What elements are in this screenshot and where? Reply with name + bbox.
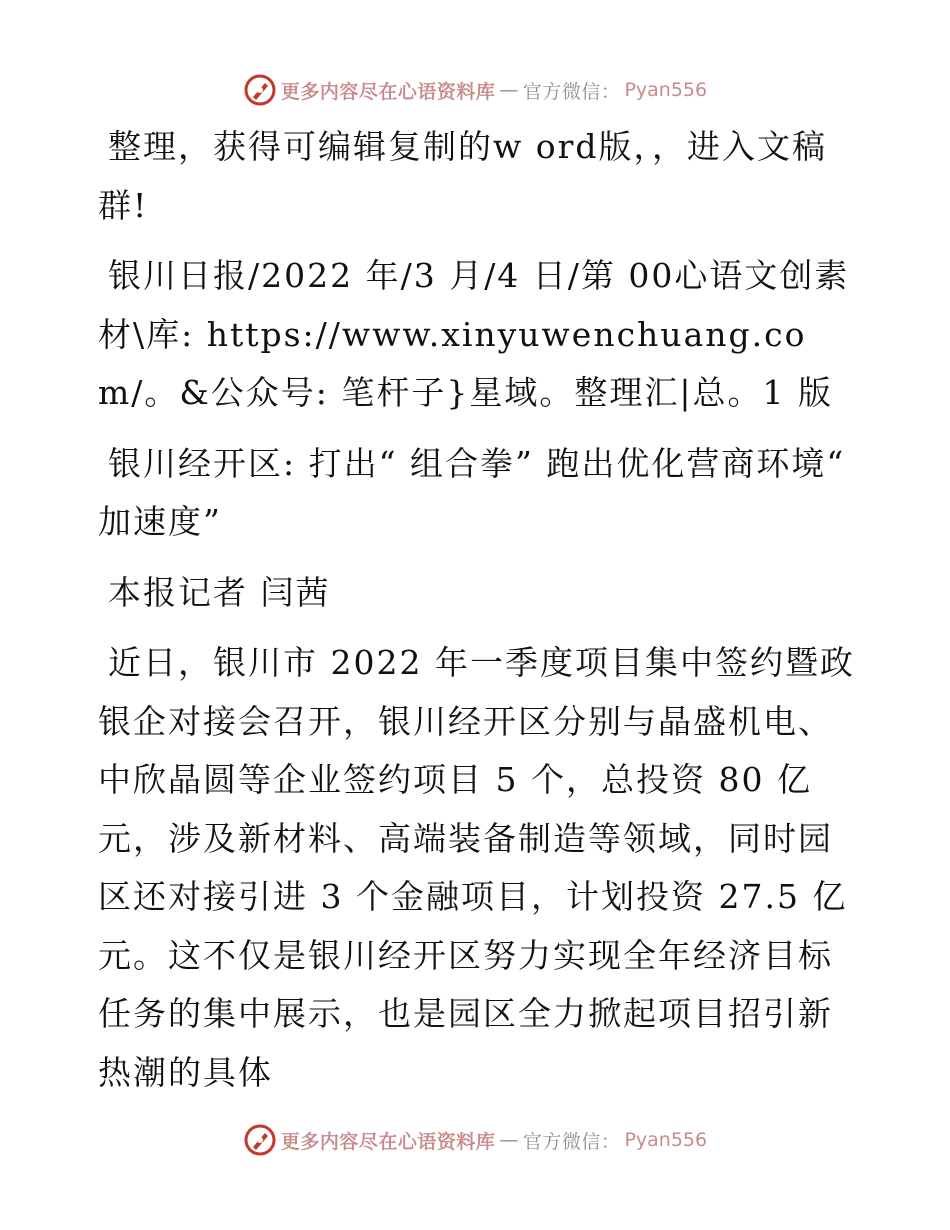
article-body-paragraph: 近日，银川市 2022 年一季度项目集中签约暨政银企对接会召开，银川经开区分别与晶盛机电、中欣晶圆等企业签约项目 5 个，总投资 80 亿元，涉及新材料、高端装备制造等领域，同时园区还对接引进 3 个金融项目，计划投资 27.5 亿元。这不仅是银川经开区努力实现全年经济目标任务的集中展示，也是园区全力掀起项目招引新热潮的具体 [98, 643, 855, 1092]
article-byline: 本报记者 闫茜 [108, 572, 331, 612]
watermark-secondary: 官方微信： [522, 1130, 621, 1153]
watermark-dash: — [499, 79, 519, 101]
watermark-dash: — [499, 1129, 519, 1151]
article-title: 银川经开区: 打出“ 组合拳” 跑出优化营商环境“ 加速度” [98, 443, 846, 541]
watermark-primary: 更多内容尽在心语资料库 [280, 1130, 496, 1153]
watermark-secondary: 官方微信： [522, 80, 621, 103]
pen-logo-icon [243, 73, 277, 107]
paragraph-intro: 整理，获得可编辑复制的w ord版，，进入文稿群! [98, 127, 828, 225]
watermark-primary: 更多内容尽在心语资料库 [280, 80, 496, 103]
paragraph-source: 银川日报/2022 年/3 月/4 日/第 00心语文创素材\库: https://www.xinyuwenchuang.com/。&公众号: 笔杆子}星域。整理汇|总。1 版 [98, 256, 850, 412]
footer-watermark [0, 1122, 950, 1158]
watermark-handle: Pyan556 [624, 79, 708, 101]
header-watermark [0, 72, 950, 108]
document-body [98, 118, 858, 1114]
watermark-handle: Pyan556 [624, 1129, 708, 1151]
pen-logo-icon [243, 1123, 277, 1157]
